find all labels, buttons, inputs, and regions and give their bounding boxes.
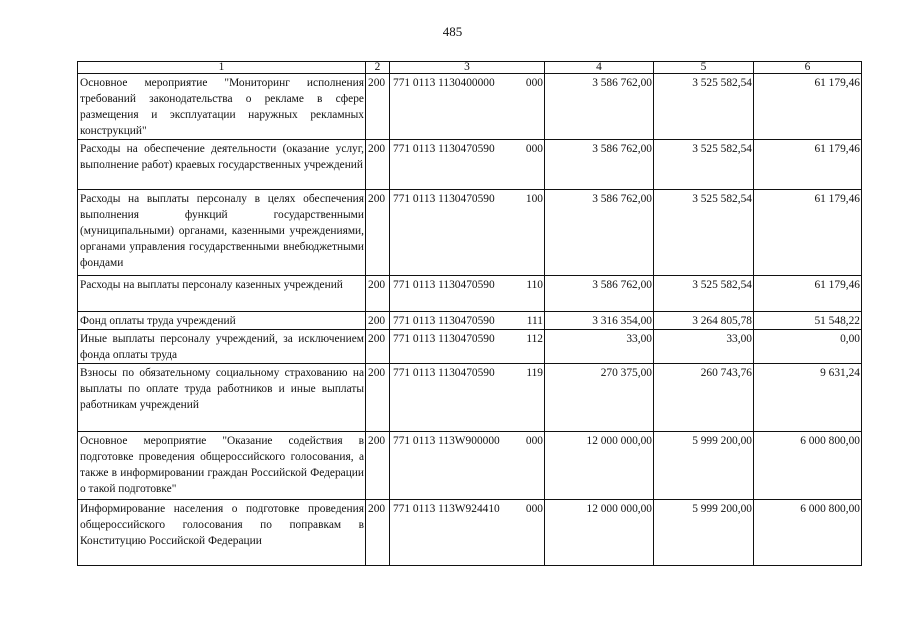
row-amount-planned: 3 586 762,00 bbox=[545, 74, 654, 140]
row-amount-planned: 12 000 000,00 bbox=[545, 500, 654, 566]
row-amount-executed: 3 525 582,54 bbox=[654, 74, 754, 140]
row-budget-code bbox=[390, 140, 545, 190]
row-amount-remaining: 61 179,46 bbox=[754, 74, 862, 140]
table-header-row bbox=[78, 62, 862, 74]
row-description: Основное мероприятие "Мониторинг исполнения требований законодательства о рекламе в сфере размещения и эксплуатации наружных рекламных конструкций" bbox=[78, 74, 366, 140]
budget-code-tail: 119 bbox=[526, 367, 543, 379]
row-amount-executed: 33,00 bbox=[654, 330, 754, 364]
row-budget-code bbox=[390, 364, 545, 432]
row-budget-code bbox=[390, 74, 545, 140]
row-amount-remaining: 9 631,24 bbox=[754, 364, 862, 432]
row-budget-code bbox=[390, 330, 545, 364]
row-amount-planned: 33,00 bbox=[545, 330, 654, 364]
row-code-200: 200 bbox=[366, 432, 390, 500]
budget-code-tail: 111 bbox=[526, 315, 543, 327]
table-row bbox=[78, 74, 862, 140]
row-amount-executed: 5 999 200,00 bbox=[654, 500, 754, 566]
budget-code-main: 771 0113 1130470590 bbox=[393, 333, 495, 345]
row-code-200: 200 bbox=[366, 190, 390, 276]
budget-code-tail: 110 bbox=[526, 279, 543, 291]
budget-code-main: 771 0113 1130470590 bbox=[393, 315, 495, 327]
row-amount-planned: 3 586 762,00 bbox=[545, 190, 654, 276]
table-row bbox=[78, 190, 862, 276]
column-header: 3 bbox=[390, 62, 545, 74]
row-amount-remaining: 61 179,46 bbox=[754, 190, 862, 276]
row-amount-executed: 3 525 582,54 bbox=[654, 276, 754, 312]
row-amount-executed: 5 999 200,00 bbox=[654, 432, 754, 500]
budget-code-tail: 000 bbox=[525, 503, 543, 515]
row-amount-executed: 260 743,76 bbox=[654, 364, 754, 432]
budget-table bbox=[77, 61, 862, 566]
row-code-200: 200 bbox=[366, 330, 390, 364]
table-row bbox=[78, 330, 862, 364]
row-budget-code bbox=[390, 432, 545, 500]
row-code-200: 200 bbox=[366, 364, 390, 432]
row-amount-executed: 3 525 582,54 bbox=[654, 140, 754, 190]
row-description: Расходы на выплаты персоналу в целях обеспечения выполнения функций государственными (муниципальными) органами, казенными учреждениями, органами управления государственными внебюджетными фондами bbox=[78, 190, 366, 276]
row-budget-code bbox=[390, 276, 545, 312]
row-code-200: 200 bbox=[366, 74, 390, 140]
budget-code-tail: 000 bbox=[525, 435, 543, 447]
row-code-200: 200 bbox=[366, 140, 390, 190]
budget-code-tail: 100 bbox=[525, 193, 543, 205]
table-row bbox=[78, 312, 862, 330]
row-amount-remaining: 6 000 800,00 bbox=[754, 500, 862, 566]
budget-code-main: 771 0113 1130470590 bbox=[393, 279, 495, 291]
budget-code-tail: 000 bbox=[525, 77, 543, 89]
table-row bbox=[78, 276, 862, 312]
table-row bbox=[78, 364, 862, 432]
row-budget-code bbox=[390, 312, 545, 330]
budget-code-main: 771 0113 1130470590 bbox=[393, 193, 495, 205]
table-row bbox=[78, 140, 862, 190]
row-description: Расходы на выплаты персоналу казенных учреждений bbox=[78, 276, 366, 312]
row-amount-planned: 3 586 762,00 bbox=[545, 276, 654, 312]
row-description: Иные выплаты персоналу учреждений, за исключением фонда оплаты труда bbox=[78, 330, 366, 364]
budget-code-main: 771 0113 1130400000 bbox=[393, 77, 495, 89]
row-budget-code bbox=[390, 500, 545, 566]
budget-code-tail: 000 bbox=[525, 143, 543, 155]
row-description: Основное мероприятие "Оказание содействия в подготовке проведения общероссийского голосования, а также в информировании граждан Российской Федерации о такой подготовке" bbox=[78, 432, 366, 500]
row-budget-code bbox=[390, 190, 545, 276]
row-amount-planned: 270 375,00 bbox=[545, 364, 654, 432]
row-code-200: 200 bbox=[366, 312, 390, 330]
budget-code-main: 771 0113 113W924410 bbox=[393, 503, 500, 515]
row-amount-remaining: 61 179,46 bbox=[754, 140, 862, 190]
row-code-200: 200 bbox=[366, 276, 390, 312]
table-row bbox=[78, 432, 862, 500]
row-description: Информирование населения о подготовке проведения общероссийского голосования по поправкам в Конституцию Российской Федерации bbox=[78, 500, 366, 566]
column-header: 4 bbox=[545, 62, 654, 74]
budget-code-main: 771 0113 1130470590 bbox=[393, 143, 495, 155]
row-description: Расходы на обеспечение деятельности (оказание услуг, выполнение работ) краевых государственных учреждений bbox=[78, 140, 366, 190]
column-header: 2 bbox=[366, 62, 390, 74]
table-row bbox=[78, 500, 862, 566]
row-amount-remaining: 0,00 bbox=[754, 330, 862, 364]
row-amount-planned: 3 586 762,00 bbox=[545, 140, 654, 190]
column-header: 1 bbox=[78, 62, 366, 74]
column-header: 5 bbox=[654, 62, 754, 74]
row-amount-remaining: 51 548,22 bbox=[754, 312, 862, 330]
row-code-200: 200 bbox=[366, 500, 390, 566]
row-amount-executed: 3 264 805,78 bbox=[654, 312, 754, 330]
budget-code-main: 771 0113 113W900000 bbox=[393, 435, 500, 447]
row-description: Фонд оплаты труда учреждений bbox=[78, 312, 366, 330]
page-number: 485 bbox=[442, 24, 463, 39]
row-amount-planned: 12 000 000,00 bbox=[545, 432, 654, 500]
budget-code-tail: 112 bbox=[526, 333, 543, 345]
column-header: 6 bbox=[754, 62, 862, 74]
row-amount-planned: 3 316 354,00 bbox=[545, 312, 654, 330]
row-amount-remaining: 61 179,46 bbox=[754, 276, 862, 312]
row-description: Взносы по обязательному социальному страхованию на выплаты по оплате труда работников и иные выплаты работникам учреждений bbox=[78, 364, 366, 432]
row-amount-executed: 3 525 582,54 bbox=[654, 190, 754, 276]
budget-code-main: 771 0113 1130470590 bbox=[393, 367, 495, 379]
row-amount-remaining: 6 000 800,00 bbox=[754, 432, 862, 500]
